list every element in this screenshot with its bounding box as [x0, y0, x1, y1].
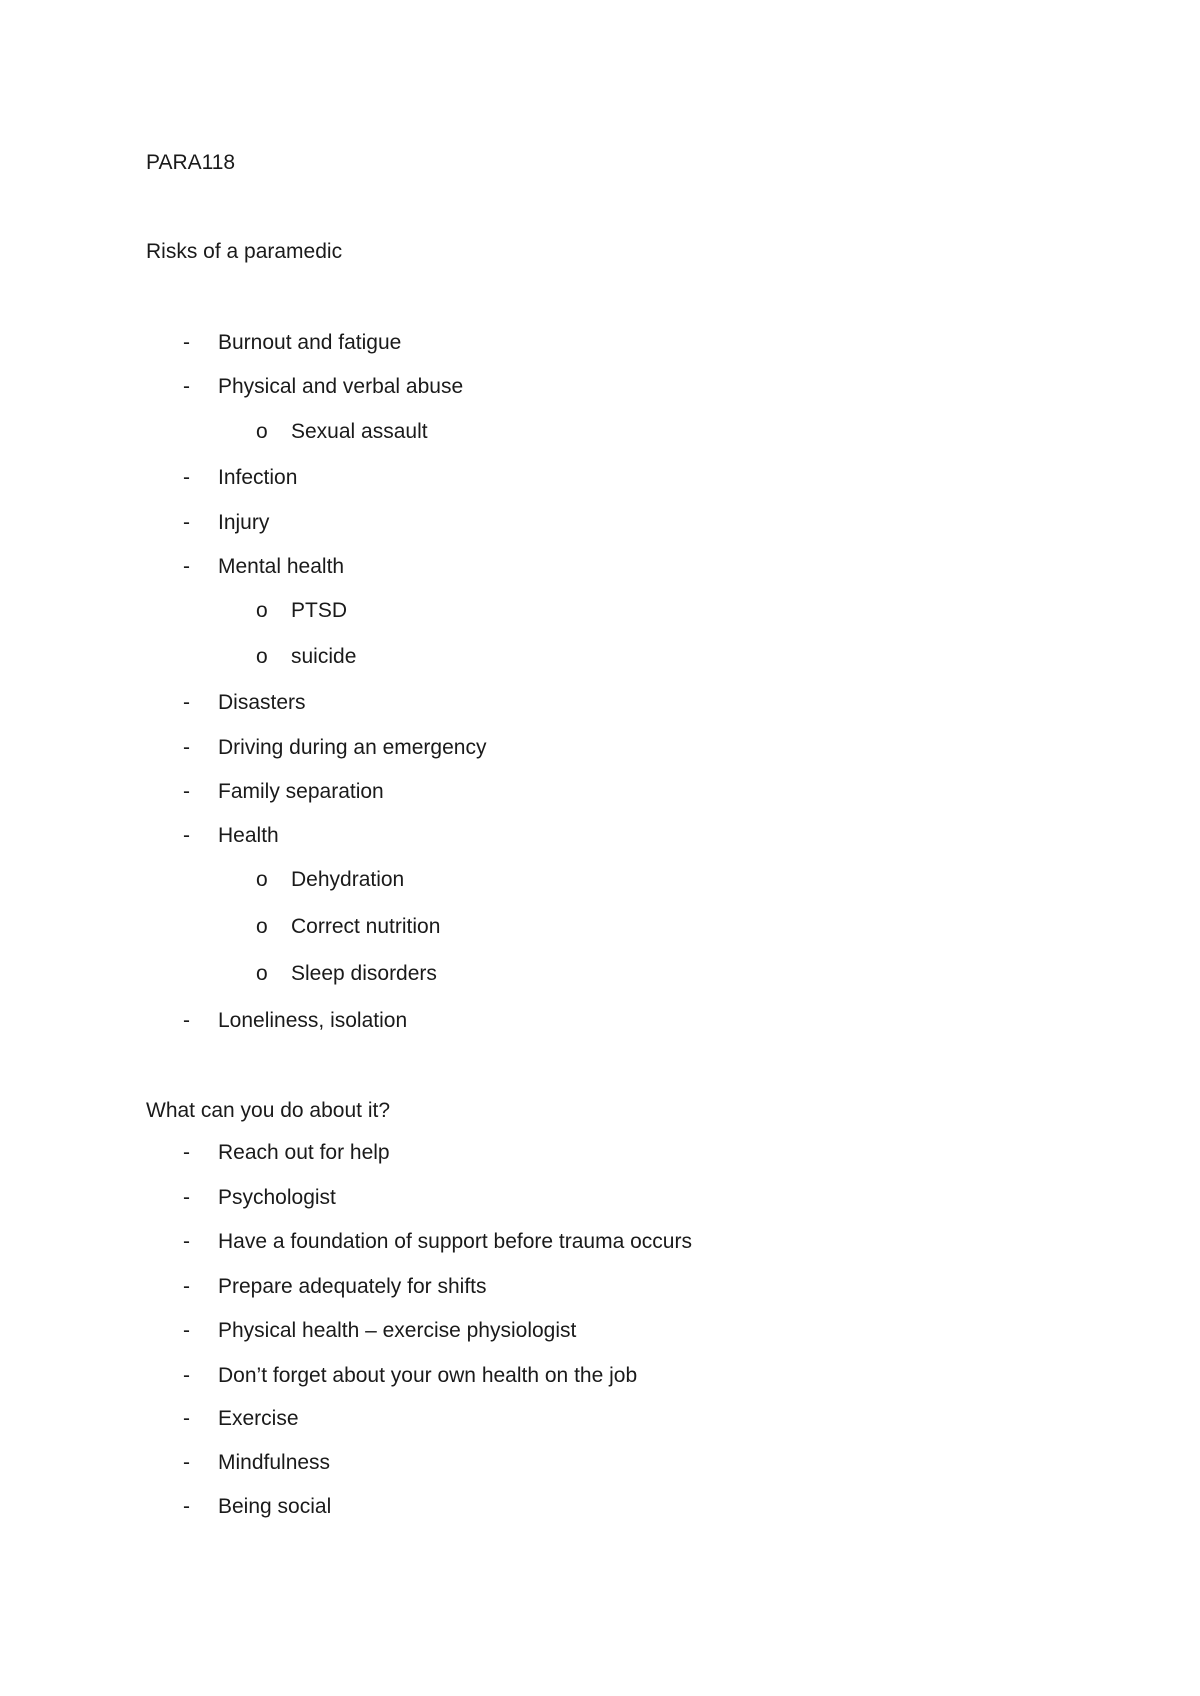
list-item: Burnout and fatigue [218, 331, 402, 354]
list-item: Don’t forget about your own health on the job [218, 1364, 638, 1387]
sub-bullet-marker: o [256, 868, 268, 891]
list-item: Family separation [218, 780, 384, 803]
bullet-marker: - [183, 1451, 190, 1474]
bullet-marker: - [183, 1407, 190, 1430]
bullet-marker: - [183, 331, 190, 354]
list-item: Psychologist [218, 1186, 336, 1209]
sub-list-item: Dehydration [291, 868, 405, 891]
bullet-marker: - [183, 1141, 190, 1164]
list-item: Mental health [218, 555, 345, 578]
list-item: Being social [218, 1495, 332, 1518]
bullet-marker: - [183, 1364, 190, 1387]
list-item: Physical health – exercise physiologist [218, 1319, 577, 1342]
bullet-marker: - [183, 1319, 190, 1342]
sub-list-item: PTSD [291, 599, 348, 622]
course-code: PARA118 [146, 151, 236, 174]
section-heading-actions: What can you do about it? [146, 1099, 390, 1122]
sub-bullet-marker: o [256, 962, 268, 985]
bullet-marker: - [183, 511, 190, 534]
list-item: Health [218, 824, 279, 847]
bullet-marker: - [183, 691, 190, 714]
list-item: Loneliness, isolation [218, 1009, 408, 1032]
bullet-marker: - [183, 1186, 190, 1209]
list-item: Exercise [218, 1407, 299, 1430]
bullet-marker: - [183, 1230, 190, 1253]
list-item: Reach out for help [218, 1141, 390, 1164]
bullet-marker: - [183, 736, 190, 759]
sub-list-item: Correct nutrition [291, 915, 441, 938]
list-item: Mindfulness [218, 1451, 331, 1474]
list-item: Infection [218, 466, 298, 489]
list-item: Have a foundation of support before trauma occurs [218, 1230, 692, 1253]
sub-list-item: suicide [291, 645, 357, 668]
sub-list-item: Sleep disorders [291, 962, 437, 985]
bullet-marker: - [183, 466, 190, 489]
list-item: Disasters [218, 691, 306, 714]
sub-bullet-marker: o [256, 599, 268, 622]
bullet-marker: - [183, 1275, 190, 1298]
list-item: Physical and verbal abuse [218, 375, 464, 398]
bullet-marker: - [183, 1009, 190, 1032]
list-item: Injury [218, 511, 270, 534]
bullet-marker: - [183, 824, 190, 847]
sub-bullet-marker: o [256, 645, 268, 668]
bullet-marker: - [183, 780, 190, 803]
bullet-marker: - [183, 375, 190, 398]
list-item: Prepare adequately for shifts [218, 1275, 487, 1298]
list-item: Driving during an emergency [218, 736, 487, 759]
section-heading-risks: Risks of a paramedic [146, 240, 343, 263]
bullet-marker: - [183, 555, 190, 578]
bullet-marker: - [183, 1495, 190, 1518]
sub-list-item: Sexual assault [291, 420, 428, 443]
sub-bullet-marker: o [256, 420, 268, 443]
sub-bullet-marker: o [256, 915, 268, 938]
